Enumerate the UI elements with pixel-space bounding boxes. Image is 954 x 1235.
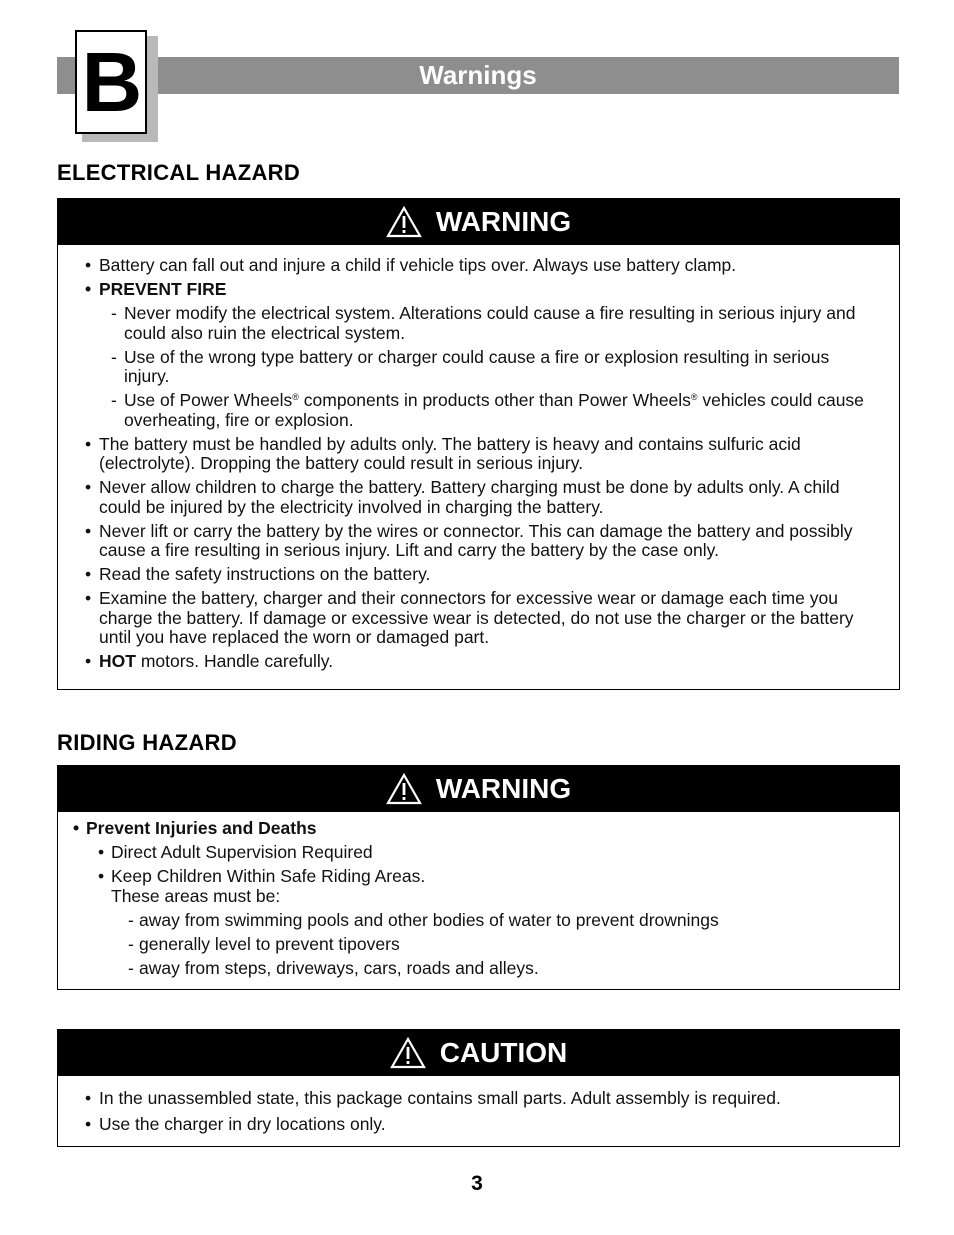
list-item <box>85 588 869 648</box>
list-item <box>85 477 869 517</box>
item-text: generally level to prevent tipovers <box>139 933 400 954</box>
list-item <box>85 1088 879 1109</box>
item-text: The battery must be handled by adults only. The battery is heavy and contains sulfuric acid (electrolyte). Dropping the battery could result in serious injury. <box>99 433 801 473</box>
item-text: Use of the wrong type battery or charger could cause a fire or explosion resulting in serious injury. <box>124 346 830 386</box>
prevent-injuries-label: Prevent Injuries and Deaths <box>86 818 317 838</box>
item-text: Examine the battery, charger and their connectors for excessive wear or damage each time you charge the battery. If damage or excessive wear is detected, do not use the charger or the battery until you have replaced the worn or damaged part. <box>99 588 854 647</box>
sub-sub-item <box>86 959 879 979</box>
registered-mark: ® <box>292 392 299 402</box>
caution-header <box>58 1030 899 1076</box>
item-text: Never lift or carry the battery by the wires or connector. This can damage the battery and possibly cause a fire resulting in serious injury. Lift and carry the battery by the case only. <box>99 520 853 560</box>
bullet: • <box>98 866 105 886</box>
item-text: components in products other than Power Wheels <box>298 390 691 410</box>
caution-box <box>57 1029 900 1147</box>
warning-triangle-icon <box>390 1037 426 1069</box>
electrical-warning-header <box>58 199 899 245</box>
hot-label: HOT <box>99 651 136 671</box>
item-text: In the unassembled state, this package contains small parts. Adult assembly is required. <box>99 1088 781 1108</box>
warning-triangle-icon <box>386 773 422 805</box>
bullet: • <box>85 279 92 299</box>
section-letter: B <box>81 35 141 129</box>
bullet: • <box>85 433 92 454</box>
sub-item <box>99 304 869 343</box>
list-item <box>85 433 869 474</box>
dash: - <box>111 346 117 367</box>
bullet: • <box>85 588 92 608</box>
caution-body <box>58 1076 899 1134</box>
bullet: • <box>85 255 92 275</box>
list-item <box>85 564 869 585</box>
item-text: Keep Children Within Safe Riding Areas. <box>111 866 426 886</box>
page-number: 3 <box>471 1172 483 1195</box>
section-letter-box <box>75 30 147 134</box>
warning-triangle-icon <box>386 206 422 238</box>
bullet: • <box>85 1113 92 1134</box>
item-text: Read the safety instructions on the battery. <box>99 564 431 584</box>
dash: - <box>111 390 117 410</box>
riding-warning-label: WARNING <box>435 773 572 804</box>
prevent-fire-label: PREVENT FIRE <box>99 279 227 299</box>
item-text: motors. Handle carefully. <box>135 651 334 671</box>
bullet: • <box>98 842 105 862</box>
dash: - <box>128 957 134 978</box>
list-item <box>73 818 879 839</box>
electrical-warning-box <box>57 198 900 690</box>
item-text: These areas must be: <box>111 885 281 906</box>
bullet: • <box>73 818 80 838</box>
item-text: away from swimming pools and other bodies of water to prevent drownings <box>139 909 719 930</box>
page-title: Warnings <box>419 60 537 90</box>
riding-warning-header <box>58 766 899 812</box>
dash: - <box>128 933 134 954</box>
item-text: Use of Power Wheels <box>124 390 293 410</box>
bullet: • <box>85 477 92 497</box>
bullet: • <box>85 564 92 584</box>
sub-sub-item <box>86 935 879 955</box>
dash: - <box>111 303 117 323</box>
electrical-warning-label: WARNING <box>435 206 572 237</box>
caution-label: CAUTION <box>439 1037 568 1068</box>
riding-warning-body <box>58 812 899 978</box>
riding-warning-box <box>57 765 900 990</box>
registered-mark: ® <box>690 392 698 402</box>
list-item <box>85 651 869 672</box>
bullet: • <box>85 520 92 541</box>
item-text: Battery can fall out and injure a child if vehicle tips over. Always use battery clamp. <box>99 255 737 275</box>
dash: - <box>128 909 134 930</box>
riding-hazard-heading: RIDING HAZARD <box>57 730 237 755</box>
sub-item <box>86 867 879 906</box>
item-text: Direct Adult Supervision Required <box>111 842 373 862</box>
list-item <box>85 279 869 300</box>
sub-item <box>99 348 869 387</box>
item-text: away from steps, driveways, cars, roads and alleys. <box>139 957 539 978</box>
bullet: • <box>85 1088 92 1108</box>
header-bar <box>57 57 899 94</box>
item-text: Use the charger in dry locations only. <box>99 1113 386 1134</box>
bullet: • <box>85 651 92 671</box>
electrical-hazard-heading: ELECTRICAL HAZARD <box>57 160 301 185</box>
item-text: Never modify the electrical system. Alterations could cause a fire resulting in serious injury and could also ruin the electrical system. <box>124 303 856 343</box>
item-text: vehicles could cause overheating, fire or explosion. <box>124 390 864 430</box>
list-item <box>85 520 869 561</box>
sub-sub-item <box>86 911 879 931</box>
list-item <box>85 1113 879 1135</box>
sub-item <box>99 391 869 430</box>
item-text: Never allow children to charge the battery. Battery charging must be done by adults only. A child could be injured by the electricity involved in charging the battery. <box>99 477 840 517</box>
list-item <box>85 255 869 276</box>
electrical-warning-body <box>58 245 899 672</box>
sub-item <box>86 843 879 863</box>
